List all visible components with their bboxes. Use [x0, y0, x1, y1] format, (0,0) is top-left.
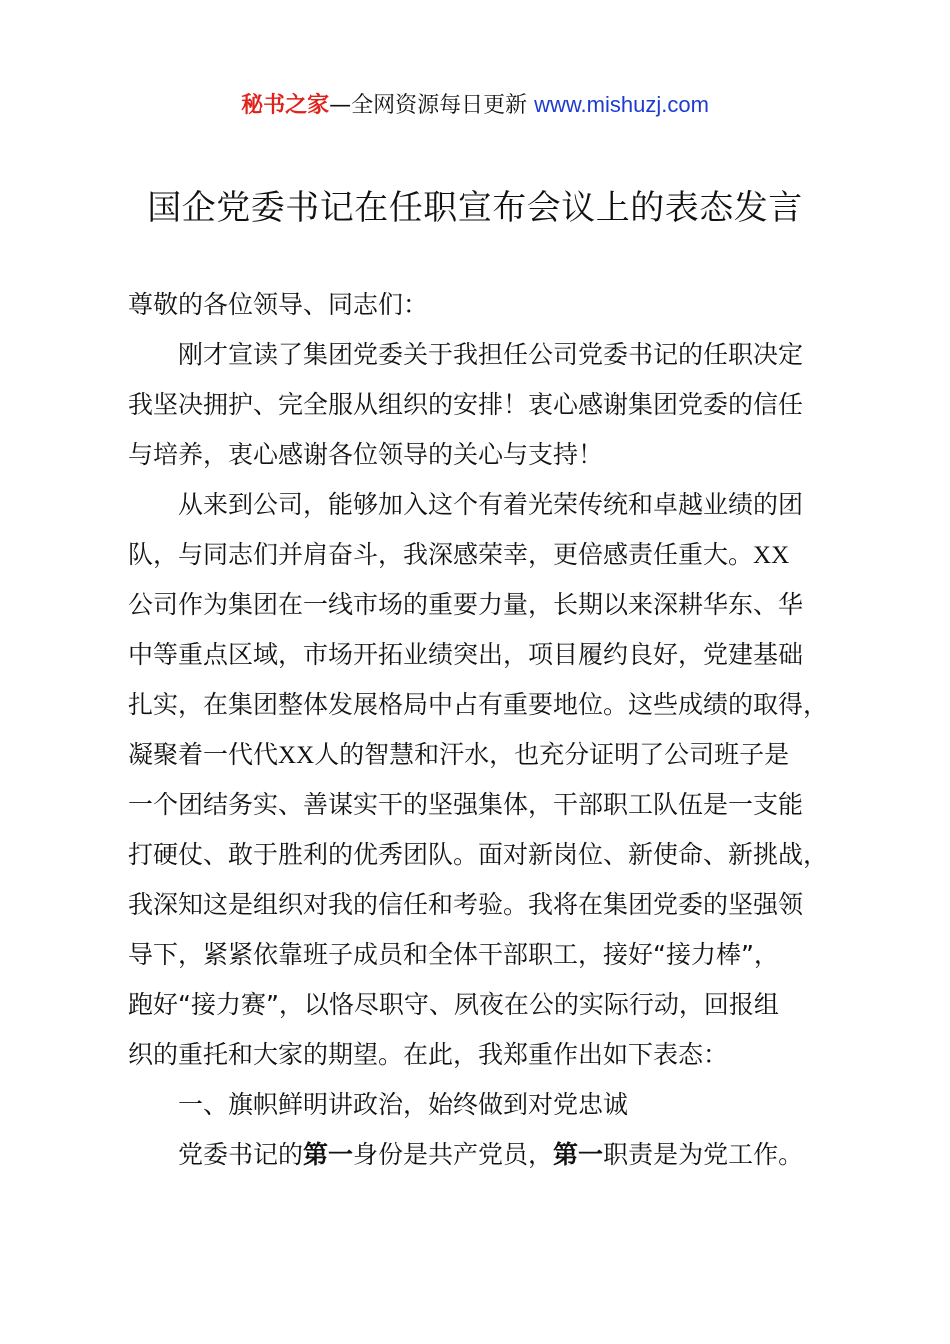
- paragraph-line: 与培养，衷心感谢各位领导的关心与支持！: [128, 440, 604, 469]
- paragraph-line: 跑好“接力赛”，以恪尽职守、夙夜在公的实际行动，回报组: [128, 990, 779, 1019]
- emphasis-text: 第一: [303, 1140, 354, 1169]
- paragraph-line: 打硬仗、敢于胜利的优秀团队。面对新岗位、新使命、新挑战，: [128, 840, 829, 869]
- paragraph-line: 一个团结务实、善谋实干的坚强集体，干部职工队伍是一支能: [128, 790, 804, 819]
- paragraph-line: 织的重托和大家的期望。在此，我郑重作出如下表态：: [128, 1040, 729, 1069]
- paragraph-line: 从来到公司，能够加入这个有着光荣传统和卓越业绩的团: [178, 490, 804, 519]
- paragraph-line: [128, 530, 789, 580]
- paragraph-text: 党委书记的: [178, 1140, 304, 1169]
- paragraph-line: 我深知这是组织对我的信任和考验。我将在集团党委的坚强领: [128, 890, 804, 919]
- paragraph-line: 导下，紧紧依靠班子成员和全体干部职工，接好“接力棒”，: [128, 940, 779, 969]
- site-brand: 秘书之家: [241, 93, 330, 118]
- paragraph-line: [128, 730, 789, 780]
- site-tagline: —全网资源每日更新: [329, 93, 535, 118]
- paragraph-line: 我坚决拥护、完全服从组织的安排！衷心感谢集团党委的信任: [128, 390, 804, 419]
- paragraph-text: 凝聚着一代代: [128, 740, 279, 769]
- site-url-link[interactable]: www.mishuzj.com: [534, 92, 709, 117]
- paragraph-line: 公司作为集团在一线市场的重要力量，长期以来深耕华东、华: [128, 590, 804, 619]
- site-header: [0, 88, 950, 123]
- paragraph-line: 刚才宣读了集团党委关于我担任公司党委书记的任职决定: [178, 340, 804, 369]
- placeholder-company-code: XX: [753, 542, 790, 569]
- document-title: 国企党委书记在任职宣布会议上的表态发言: [147, 188, 803, 228]
- paragraph-text: 队，与同志们并肩奋斗，我深感荣幸，更倍感责任重大。: [128, 540, 754, 569]
- paragraph-line: 扎实，在集团整体发展格局中占有重要地位。这些成绩的取得，: [128, 690, 829, 719]
- paragraph-line: [178, 1130, 803, 1180]
- salutation: 尊敬的各位领导、同志们：: [128, 290, 429, 319]
- paragraph-text: 身份是共产党员，: [353, 1140, 554, 1169]
- emphasis-text: 第一: [553, 1140, 604, 1169]
- placeholder-company-code: XX: [278, 742, 315, 769]
- paragraph-text: 人的智慧和汗水，也充分证明了公司班子是: [314, 740, 790, 769]
- paragraph-line: 中等重点区域，市场开拓业绩突出，项目履约良好，党建基础: [128, 640, 804, 669]
- paragraph-text: 职责是为党工作。: [603, 1140, 804, 1169]
- section-heading: 一、旗帜鲜明讲政治，始终做到对党忠诚: [178, 1090, 629, 1119]
